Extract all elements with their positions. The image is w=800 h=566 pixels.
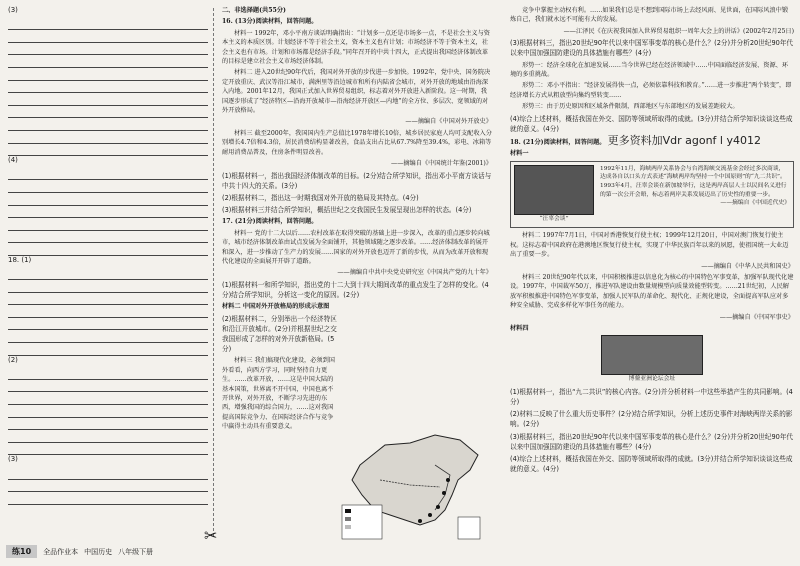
q17-material-2-title: 材料二 中国对外开放格局的形成示意图 — [222, 303, 330, 311]
section-header: 二、非选择题(共55分) — [222, 7, 286, 14]
q3-answer-lines[interactable] — [8, 18, 208, 157]
meeting-photo-figure — [514, 165, 594, 224]
q17-situation-2: 形势二：邓小平指出：“经济发展得快一点，必须依靠科技和教育。”……进一步推进“两个转变”，即经济增长方式从粗放型向集约型转变…… — [510, 82, 792, 99]
page-number: 练10 — [6, 545, 37, 558]
footer-subject: 中国历史 — [84, 547, 113, 556]
q18-material-1-source: ——摘编自《中国近代史》 — [720, 200, 790, 207]
q3-answer-label: (3) — [8, 6, 18, 14]
q18-number: 18. — [8, 255, 20, 264]
q18-material-2: 材料二 1997年7月1日，中国对香港恢复行使主权；1999年12月20日，中国对澳门恢复行使主权。这标志着中国政府在港澳地区恢复行使主权，实现了中华民族百年以来的夙愿，使祖国统一大业迈出了重要一步。 — [510, 232, 789, 259]
q18-material-3: 材料三 20世纪90年代以来，中国积极推进以信息化为核心的中国特色军事变革，加强军队现代化建设。1997年，中国裁军50万，推进军队建设由数量规模型向质量效能型转变。……21世纪初，人民解放军积极推进中国特色军事变革，加强人民军队的革命化、现代化、正规化建设，全面提高军队应对多种安全威胁、完成多样化军事任务的能力。 — [510, 273, 794, 310]
q17-material-1: 材料一 党的十二大以后……农村改革在取得突破的基础上进一步深入，改革的重点逐步转向城市，城市经济体制改革由试点发展为全面铺开，其他领域随之逐步改革。……经济体制改革的展开和深入，进一步推动了生产力的发展……国家的对外开放也迈开了新的步伐，从而为改革开放和现代化建设的全面展开开辟了道路。 — [222, 229, 490, 265]
q18-question-1: (1)根据材料一，指出“九二共识”的核心内容。(2分)并分析材料一中这些举措产生的共同影响。(4分) — [510, 387, 793, 406]
q16-question-3: (3)根据材料三并结合所学知识，概括世纪之交我国民生发展呈现出怎样的状态。(4分) — [222, 206, 472, 215]
q18-answer-label — [8, 256, 208, 268]
q18-question-4: (4)综合上述材料，概括我国在外交、国防等领域所取得的成就。(3分)并结合所学知识谈谈这些成就的意义。(4分) — [510, 454, 793, 474]
q16-material-2: 材料二 进入20世纪90年代后，我国对外开放的步伐进一步加快。1992年，党中央、国务院决定开放重庆、武汉等沿江城市，满洲里等沿边城市和所有内陆省会城市，对外开放的地域由沿海深入内地。2001年12月，我国正式加入世界贸易组织，标志着对外开放进入新阶段。这一时期，我国逐步形成了“经济特区—沿海开放城市—沿海经济开放区—内地”的全方位、多层次、宽领域的对外开放格局。 — [222, 69, 491, 115]
boao-forum-photo — [601, 335, 703, 375]
q16-material-1: 材料一 1992年，邓小平南方谈话明确指出：“计划多一点还是市场多一点，不是社会主义与资本主义的本质区别。计划经济不等于社会主义，资本主义也有计划；市场经济不等于资本主义，社会主义也有市场。计划和市场都是经济手段。”同年召开的中共十四大，正式提出我国经济体制改革的目标是建立社会主义市场经济体制。 — [222, 29, 490, 66]
q18-title — [510, 136, 794, 147]
q17-material-3-source: ——江泽民《在庆祝我国加入世界贸易组织一周年大会上的讲话》(2002年2月25日) — [563, 27, 794, 35]
q18-2-answer-lines[interactable] — [8, 367, 208, 455]
q17-question-4: (4)综合上述材料，概括我国在外交、国防等领域所取得的成就。(3分)并结合所学知识谈谈这些成就的意义。(4分) — [510, 114, 793, 133]
scissors-icon: ✂ — [204, 526, 218, 545]
meeting-photo — [514, 165, 594, 215]
q17-question-1: (1)根据材料一和所学知识，指出党的十二大到十四大期间改革的重点发生了怎样的变化。(4分)结合所学知识，分析这一变化的原因。(2分) — [222, 280, 489, 299]
q18-sub1-label: (1) — [21, 255, 32, 264]
q18-question-3: (3)根据材料三，指出20世纪90年代以来中国军事变革的核心是什么？(2分)并分析20世纪90年代以来中国加强国防建设的具体措施有哪些？(4分) — [510, 432, 794, 451]
q18-1-answer-lines[interactable] — [8, 267, 208, 355]
q16-question-2: (2)根据材料二，指出这一时期我国对外开放的格局及其特点。(4分) — [222, 193, 419, 202]
q18-3-answer-lines[interactable] — [8, 467, 208, 505]
footer-grade: 八年级下册 — [118, 547, 154, 556]
q4-answer-lines[interactable] — [8, 168, 208, 256]
q18-material-1-body: 1992年11月，海峡两岸关系协会与台湾海峡交流基金会经过多次商谈，达成各自以口头方式表述“海峡两岸均坚持一个中国原则”的“九二共识”。1993年4月，汪辜会谈在新加坡举行，这是两岸高层人士以民间名义进行的第一次公开会晤，标志着两岸关系发展迈出了历史性的重要一步。 — [600, 165, 787, 198]
q16-title: 16. (13分)阅读材料，回答问题。 — [222, 18, 318, 26]
q18-material-1-box — [510, 161, 794, 228]
q18-question-2: (2)材料二反映了什么重大历史事件？(2分)结合所学知识，分析上述历史事件对海峡两岸关系的影响。(2分) — [510, 410, 793, 429]
q16-material-3: 材料三 截至2000年，我国国内生产总值比1978年增长10倍，城乡居民家庭人均可支配收入分别增长4.7倍和4.3倍，居民消费结构显著改善，食品支出占比从67.7%降至39.4%，彩电、冰箱等耐用消费品普及，住房条件明显改善。 — [222, 129, 492, 156]
q18-material-2-source: ——摘编自《中华人民共和国史》 — [701, 262, 794, 270]
q17-title: 17. (21分)阅读材料，回答问题。 — [222, 218, 318, 226]
questions-middle-column — [222, 6, 492, 434]
page-footer — [6, 545, 153, 558]
footer-series: 全品作业本 — [43, 547, 79, 556]
q17-material-3-continued: 竞争中掌握主动权有利。……如果我们总是不想到国际市场上去经风雨、见世面，在国际风浪中锻炼自己，我们就永远不可能有大的发展。 — [510, 7, 789, 24]
q18-title-text: 18. (21分)阅读材料，回答问题。 — [510, 139, 606, 147]
q18-material-3-source: ——摘编自《中国军事史》 — [719, 313, 794, 321]
cut-line — [213, 8, 214, 536]
q18-2-answer-label: (2) — [8, 355, 18, 364]
q16-question-1: (1)根据材料一，指出我国经济体制改革的目标。(2分)结合所学知识，指出邓小平南方谈话与中共十四大的关系。(3分) — [222, 171, 492, 190]
q18-3-answer-label: (3) — [8, 455, 18, 464]
q17-situation-1: 形势一：经济全球化在加速发展……当今世界已经在经济领域中……中国面临经济发展、资源、环境的多重挑战。 — [510, 61, 789, 79]
china-opening-map — [340, 425, 485, 543]
q17-situation-3: 形势三：由于历史原因和区域条件限制，西部地区与东部地区的发展差距较大。 — [522, 103, 739, 111]
q18-material-1-text — [600, 165, 790, 224]
q18-material-4-label: 材料四 — [510, 324, 529, 332]
answer-column — [8, 6, 208, 505]
meeting-photo-caption: “汪辜会谈” — [539, 215, 569, 222]
q16-material-2-source: ——摘编自《中国对外开放史》 — [405, 118, 492, 126]
q17-material-1-source: ——摘编自中共中央党史研究室《中国共产党的九十年》 — [337, 269, 492, 277]
forum-photo-figure — [510, 335, 794, 384]
q17-question-2: (2)根据材料二，分别举出一个经济特区和沿江开放城市。(2分)并根据世纪之交我国形成了怎样的对外开放新格局。(5分) — [222, 314, 337, 354]
promo-watermark: 更多资料加Vdr agonf l y4012 — [607, 134, 761, 148]
q18-material-1-label: 材料一 — [510, 150, 529, 158]
q17-question-3: (3)根据材料三，指出20世纪90年代以来中国军事变革的核心是什么？(2分)并分析20世纪90年代以来中国加强国防建设的具体措施有哪些？(4分) — [510, 39, 794, 58]
q4-answer-label: (4) — [8, 156, 18, 165]
forum-photo-caption: 博鳌亚洲论坛会址 — [628, 376, 676, 383]
q16-material-3-source: ——摘编自《中国统计年鉴(2001)》 — [390, 160, 492, 168]
q17-material-3: 材料三 我们搞现代化建设，必须到国外看看，向西方学习，同时坚持自力更生。……改革开放，……这是中国大陆的基本国策，世界离不开中国，中国也离不开世界，对外开放，不断学习先进的东西，增强我国的综合国力，……这对我国提高国际竞争力、在国际经济合作与竞争中赢得主动具有重要意义。 — [222, 357, 335, 431]
questions-right-column — [510, 6, 794, 476]
